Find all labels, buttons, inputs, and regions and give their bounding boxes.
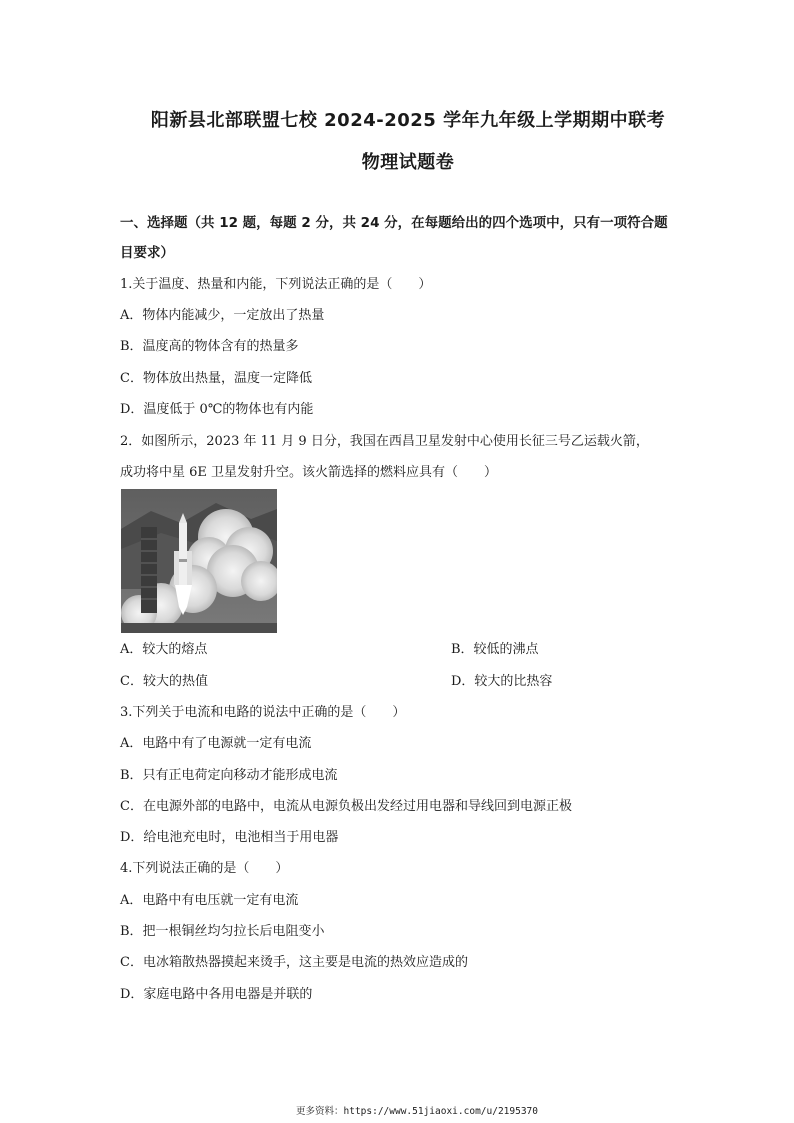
question-2-stem-line1: 2．如图所示，2023 年 11 月 9 日分，我国在西昌卫星发射中心使用长征三号乙运载火箭， xyxy=(120,434,649,449)
question-4-option-a: A．电路中有电压就一定有电流 xyxy=(120,893,299,908)
question-1-option-a: A．物体内能减少，一定放出了热量 xyxy=(120,308,325,323)
question-4-option-d: D．家庭电路中各用电器是并联的 xyxy=(120,987,313,1002)
question-1-option-d: D．温度低于 0℃的物体也有内能 xyxy=(120,402,314,417)
section-heading xyxy=(120,208,680,268)
question-2-option-d: D．较大的比热容 xyxy=(451,674,553,689)
question-2-option-c: C．较大的热值 xyxy=(120,674,208,689)
question-2-option-b: B．较低的沸点 xyxy=(451,642,539,657)
question-3-option-d: D．给电池充电时，电池相当于用电器 xyxy=(120,830,339,845)
question-2-option-a: A．较大的熔点 xyxy=(120,642,208,657)
exam-subtitle: 物理试题卷 xyxy=(361,152,455,173)
rocket-launch-photo xyxy=(121,489,277,633)
footer-link[interactable]: 更多资料：https://www.51jiaoxi.com/u/2195370 xyxy=(296,1106,538,1117)
question-2-stem-line2: 成功将中星 6E 卫星发射升空。该火箭选择的燃料应具有（ ） xyxy=(120,465,498,480)
question-4-option-c: C．电冰箱散热器摸起来烫手，这主要是电流的热效应造成的 xyxy=(120,955,468,970)
question-3-option-c: C．在电源外部的电路中，电流从电源负极出发经过用电器和导线回到电源正极 xyxy=(120,799,572,814)
section-heading-line2: 目要求） xyxy=(120,245,174,261)
question-1-option-c: C．物体放出热量，温度一定降低 xyxy=(120,371,312,386)
question-3-option-b: B．只有正电荷定向移动才能形成电流 xyxy=(120,768,338,783)
exam-title: 阳新县北部联盟七校 2024-2025 学年九年级上学期期中联考 xyxy=(150,110,666,131)
section-heading-line1: 一、选择题（共 12 题，每题 2 分，共 24 分，在每题给出的四个选项中，只有一项符合题 xyxy=(120,215,668,231)
question-4-stem: 4.下列说法正确的是（ ） xyxy=(120,861,289,876)
question-4-option-b: B．把一根铜丝均匀拉长后电阻变小 xyxy=(120,924,325,939)
question-3-option-a: A．电路中有了电源就一定有电流 xyxy=(120,736,312,751)
question-3-stem: 3.下列关于电流和电路的说法中正确的是（ ） xyxy=(120,705,406,720)
question-1-stem: 1.关于温度、热量和内能，下列说法正确的是（ ） xyxy=(120,277,432,292)
question-1-option-b: B．温度高的物体含有的热量多 xyxy=(120,339,299,354)
